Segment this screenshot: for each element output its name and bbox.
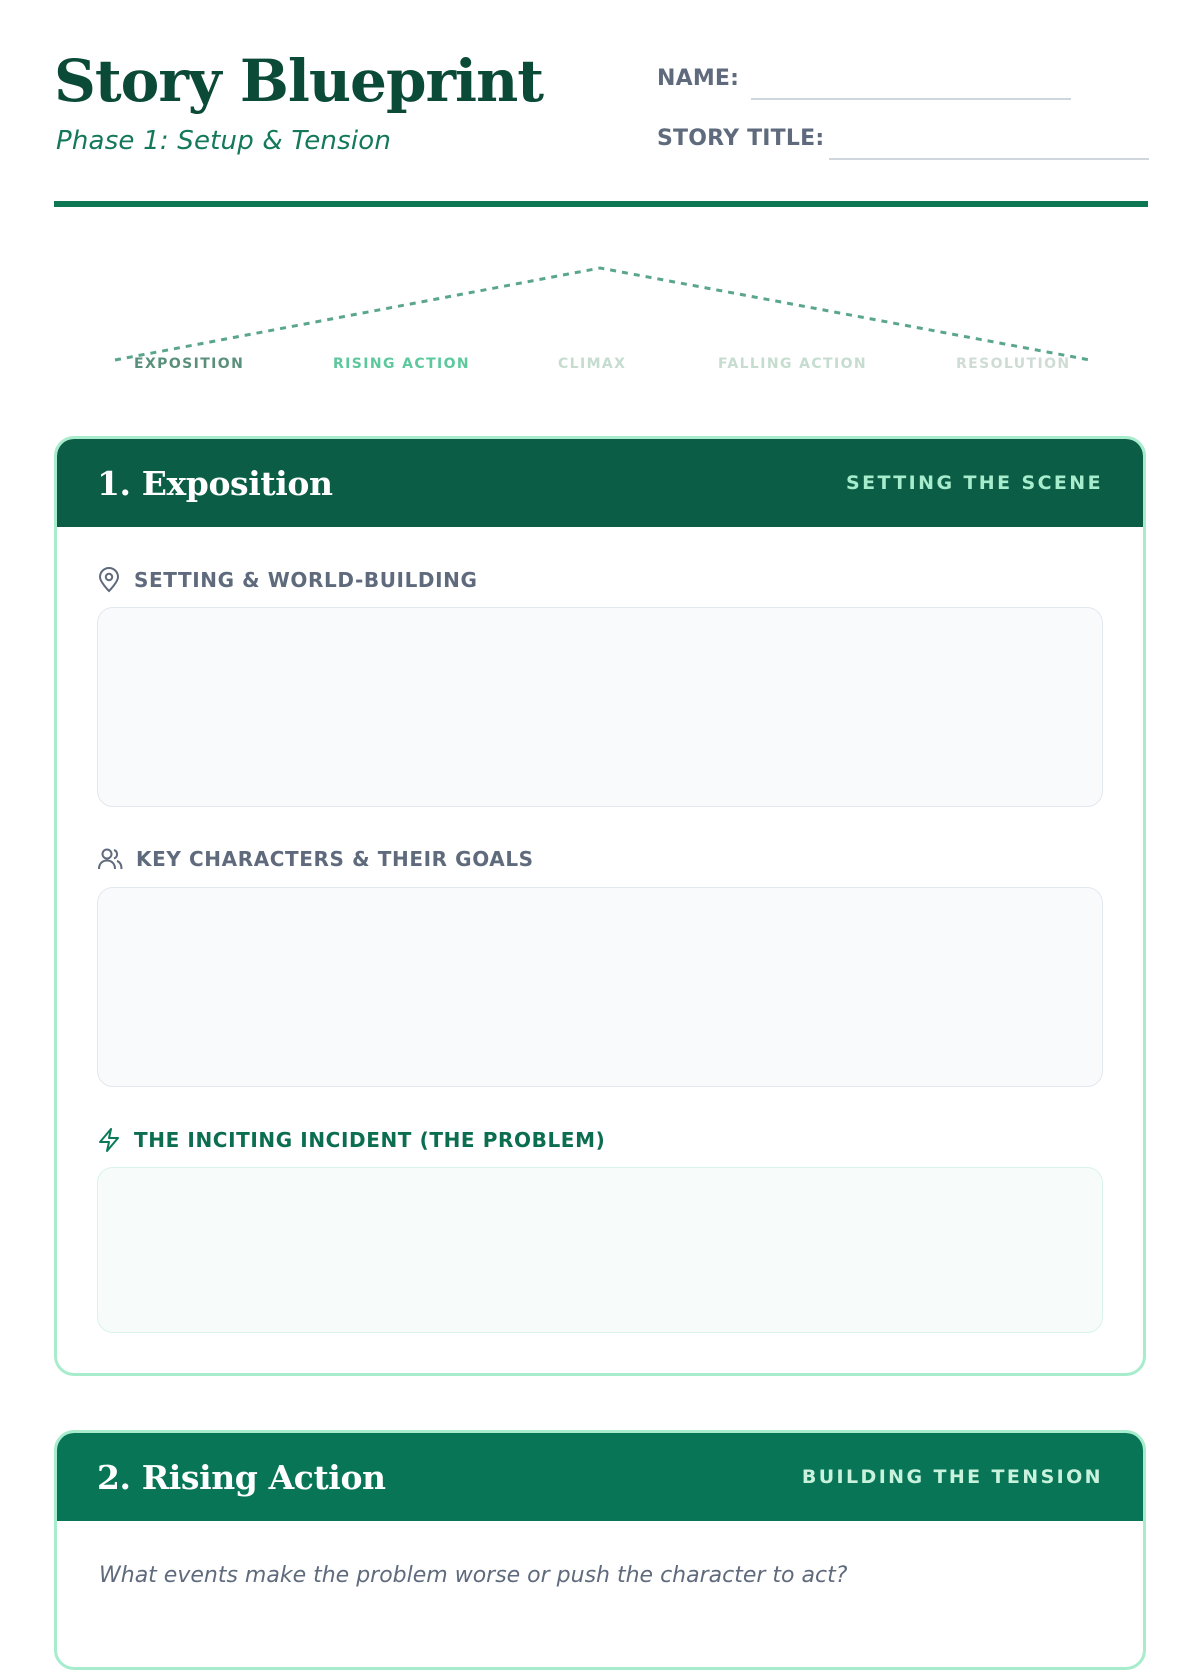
rising-action-prompt: What events make the problem worse or push the character to act? [99, 1563, 848, 1588]
arc-stage-resolution: RESOLUTION [956, 356, 1071, 372]
exposition-tag: SETTING THE SCENE [846, 472, 1103, 494]
users-icon [97, 847, 123, 871]
setting-input[interactable] [97, 607, 1103, 807]
exposition-title: 1. Exposition [97, 463, 333, 503]
rising-action-header [57, 1433, 1143, 1521]
story-title-field[interactable] [829, 158, 1149, 160]
arc-stage-rising-action: RISING ACTION [333, 356, 471, 372]
setting-label [97, 567, 478, 593]
exposition-section [54, 436, 1146, 1376]
incident-label [97, 1127, 605, 1153]
incident-input[interactable] [97, 1167, 1103, 1333]
story-title-label: STORY TITLE: [657, 126, 825, 151]
characters-label-text: KEY CHARACTERS & THEIR GOALS [136, 847, 534, 871]
exposition-header [57, 439, 1143, 527]
arc-stage-falling-action: FALLING ACTION [718, 356, 868, 372]
arc-stage-exposition: EXPOSITION [134, 356, 245, 372]
characters-label [97, 847, 534, 871]
characters-input[interactable] [97, 887, 1103, 1087]
page-subtitle: Phase 1: Setup & Tension [56, 126, 392, 156]
lightning-icon [97, 1127, 121, 1153]
map-pin-icon [97, 567, 121, 593]
incident-label-text: THE INCITING INCIDENT (THE PROBLEM) [134, 1128, 606, 1152]
setting-label-text: SETTING & WORLD-BUILDING [134, 568, 478, 592]
rising-action-title: 2. Rising Action [97, 1457, 386, 1497]
story-arc [0, 250, 1200, 390]
rising-action-section [54, 1430, 1146, 1670]
header-divider [54, 201, 1148, 207]
name-field[interactable] [751, 98, 1071, 100]
arc-stage-climax: CLIMAX [558, 356, 627, 372]
page-title: Story Blueprint [54, 47, 544, 115]
rising-action-tag: BUILDING THE TENSION [801, 1466, 1103, 1488]
name-label: NAME: [657, 66, 740, 91]
